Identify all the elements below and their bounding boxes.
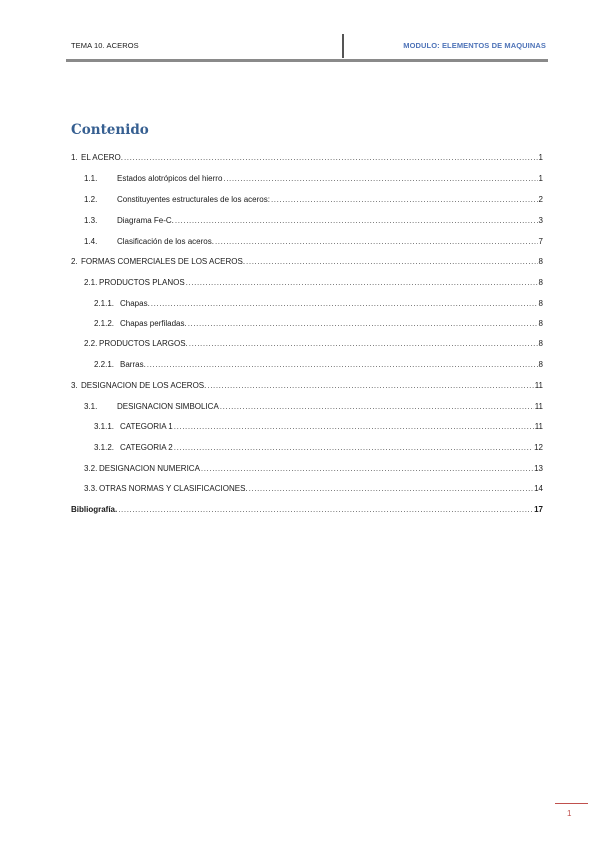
toc-entry-label: Chapas. — [120, 299, 150, 308]
header-topic: TEMA 10. ACEROS — [71, 41, 139, 50]
toc-entry-page: 11 — [534, 381, 543, 390]
header-divider — [342, 34, 344, 58]
toc-entry-label: Constituyentes estructurales de los aceros: — [117, 195, 270, 204]
toc-entry-page: 17 — [534, 505, 543, 514]
toc-entry-page: 7 — [538, 237, 543, 246]
toc-entry-label: FORMAS COMERCIALES DE LOS ACEROS. — [81, 257, 246, 266]
toc-entry-page: 8 — [538, 339, 543, 348]
toc-entry[interactable] — [94, 443, 543, 453]
toc-entry[interactable] — [84, 339, 543, 349]
toc-entry-number: 3.3. — [84, 484, 98, 493]
toc-entry-number: 3.1. — [84, 402, 98, 411]
toc-entry[interactable] — [84, 174, 543, 184]
toc-entry-label: OTRAS NORMAS Y CLASIFICACIONES. — [99, 484, 248, 493]
toc-entry[interactable] — [94, 299, 543, 309]
toc-entry-page: 8 — [538, 257, 543, 266]
toc-leader-dots — [223, 174, 537, 184]
toc-leader-dots — [151, 299, 538, 309]
toc-entry-page: 8 — [538, 319, 543, 328]
toc-entry-label: DESIGNACION DE LOS ACEROS. — [81, 381, 207, 390]
toc-entry-label: Barras. — [120, 360, 146, 369]
toc-leader-dots — [124, 153, 538, 163]
toc-entry-number: 2.2.1. — [94, 360, 115, 369]
toc-entry-page: 1 — [538, 153, 543, 162]
toc-entry-label: Chapas perfiladas. — [120, 319, 187, 328]
toc-entry-page: 11 — [534, 402, 543, 411]
toc-entry-page: 13 — [534, 464, 543, 473]
toc-entry-number: 1. — [71, 153, 78, 162]
toc-entry-page: 2 — [538, 195, 543, 204]
toc-entry[interactable] — [84, 195, 543, 205]
toc-entry[interactable] — [71, 381, 543, 391]
toc-entry-page: 1 — [538, 174, 543, 183]
toc-entry[interactable] — [84, 278, 543, 288]
toc-entry-page: 11 — [534, 422, 543, 431]
toc-leader-dots — [271, 195, 538, 205]
toc-entry-label: EL ACERO. — [81, 153, 123, 162]
toc-leader-dots — [188, 319, 538, 329]
toc-entry[interactable] — [94, 360, 543, 370]
toc-entry[interactable] — [84, 484, 543, 494]
toc-entry[interactable] — [71, 153, 543, 163]
toc-entry-label: Diagrama Fe-C. — [117, 216, 174, 225]
toc-leader-dots — [201, 464, 533, 474]
toc-entry-label: Bibliografía. — [71, 505, 118, 514]
toc-entry-number: 2.2. — [84, 339, 98, 348]
toc-entry-page: 8 — [538, 360, 543, 369]
toc-entry-number: 3. — [71, 381, 78, 390]
toc-entry[interactable] — [94, 319, 543, 329]
toc-entry-number: 3.2. — [84, 464, 98, 473]
page-header — [66, 34, 548, 60]
footer-rule — [555, 803, 588, 804]
toc-entry-label: PRODUCTOS LARGOS. — [99, 339, 188, 348]
toc-leader-dots — [249, 484, 533, 494]
toc-entry-label: PRODUCTOS PLANOS — [99, 278, 185, 287]
toc-leader-dots — [175, 216, 538, 226]
toc-entry-number: 3.1.1. — [94, 422, 115, 431]
toc-leader-dots — [246, 257, 538, 267]
toc-leader-dots — [118, 505, 533, 515]
toc-entry-number: 2.1. — [84, 278, 98, 287]
toc-leader-dots — [220, 402, 534, 412]
toc-entry[interactable] — [84, 216, 543, 226]
toc-entry[interactable] — [84, 402, 543, 412]
toc-entry-number: 2.1.2. — [94, 319, 115, 328]
toc-entry[interactable] — [94, 422, 543, 432]
toc-leader-dots — [215, 237, 538, 247]
toc-leader-dots — [207, 381, 533, 391]
toc-entry-number: 2.1.1. — [94, 299, 115, 308]
toc-leader-dots — [189, 339, 538, 349]
toc-entry-label: DESIGNACION SIMBOLICA — [117, 402, 219, 411]
toc-leader-dots — [174, 443, 533, 453]
toc-entry[interactable] — [84, 237, 543, 247]
toc-entry-number: 1.4. — [84, 237, 98, 246]
toc-entry[interactable] — [84, 464, 543, 474]
toc-entry-page: 14 — [534, 484, 543, 493]
toc-entry-label: DESIGNACION NUMERICA — [99, 464, 200, 473]
toc-entry-number: 1.2. — [84, 195, 98, 204]
toc-entry-page: 8 — [538, 299, 543, 308]
toc-entry-page: 3 — [538, 216, 543, 225]
toc-title: Contenido — [71, 122, 149, 138]
toc-entry-page: 8 — [538, 278, 543, 287]
toc-entry-number: 1.1. — [84, 174, 98, 183]
toc-entry[interactable] — [71, 257, 543, 267]
toc-leader-dots — [186, 278, 538, 288]
toc-leader-dots — [174, 422, 534, 432]
page-number: 1 — [567, 809, 572, 818]
toc-leader-dots — [147, 360, 538, 370]
toc-entry-page: 12 — [534, 443, 543, 452]
toc-entry-label: Clasificación de los aceros. — [117, 237, 214, 246]
toc-entry-label: Estados alotrópicos del hierro — [117, 174, 223, 183]
toc-entry-number: 3.1.2. — [94, 443, 115, 452]
toc-entry-number: 1.3. — [84, 216, 98, 225]
header-module: MODULO: ELEMENTOS DE MAQUINAS — [403, 41, 546, 50]
header-rule — [66, 59, 548, 62]
toc-entry-label: CATEGORIA 2 — [120, 443, 173, 452]
toc-entry[interactable] — [71, 505, 543, 515]
toc-entry-number: 2. — [71, 257, 78, 266]
toc-entry-label: CATEGORIA 1 — [120, 422, 173, 431]
